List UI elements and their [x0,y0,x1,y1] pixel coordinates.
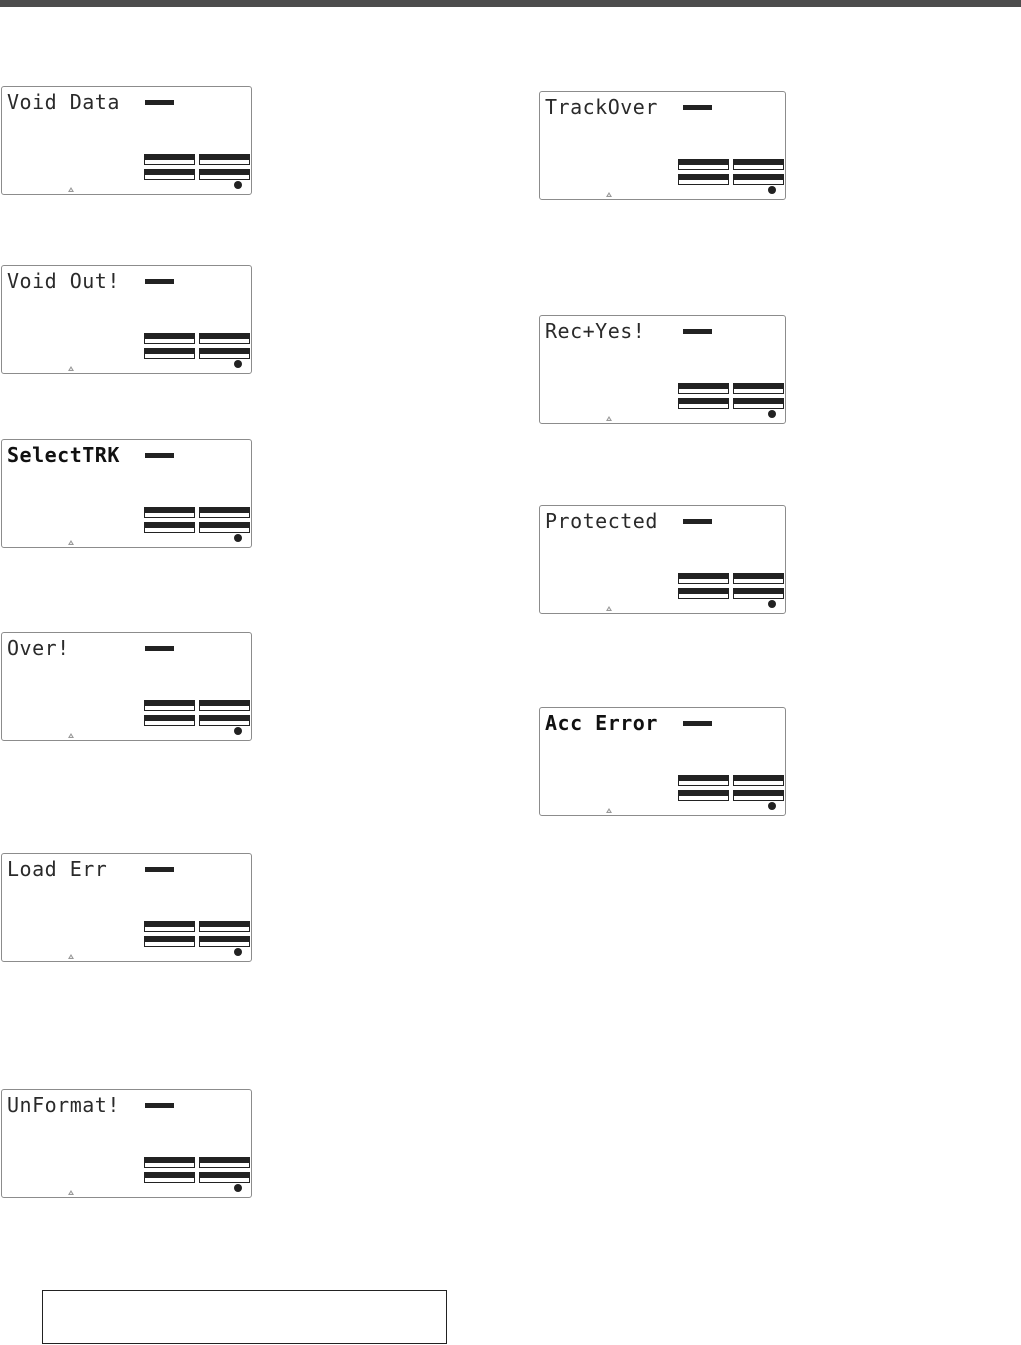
level-meters [144,1157,250,1184]
triangle-icon [68,187,74,192]
lcd-cursor-bar [683,329,712,334]
level-meter [199,921,250,932]
record-dot-icon [234,948,242,956]
level-meter [733,159,784,170]
level-meter [199,700,250,711]
triangle-icon [68,1190,74,1195]
level-meter [678,398,729,409]
lcd-void-out [1,265,252,374]
triangle-icon [606,192,612,197]
level-meter [733,383,784,394]
level-meter [733,174,784,185]
triangle-icon [68,954,74,959]
record-dot-icon [768,600,776,608]
level-meter [199,169,250,180]
level-meters [678,573,784,600]
triangle-icon [68,540,74,545]
record-dot-icon [234,181,242,189]
level-meters [144,921,250,948]
level-meter [199,348,250,359]
lcd-select-trk [1,439,252,548]
level-meter [678,775,729,786]
level-meters [144,333,250,360]
lcd-cursor-bar [145,646,174,651]
record-dot-icon [768,186,776,194]
lcd-load-err [1,853,252,962]
level-meter [199,1157,250,1168]
level-meter [678,174,729,185]
level-meter [199,1172,250,1183]
level-meter [144,1157,195,1168]
lcd-cursor-bar [683,105,712,110]
level-meter [144,700,195,711]
level-meter [144,1172,195,1183]
level-meter [678,573,729,584]
lcd-message: TrackOver [545,95,658,119]
lcd-protected [539,505,786,614]
level-meter [678,383,729,394]
level-meter [678,159,729,170]
triangle-icon [606,416,612,421]
lcd-over [1,632,252,741]
lcd-cursor-bar [145,867,174,872]
level-meters [144,154,250,181]
record-dot-icon [234,727,242,735]
lcd-cursor-bar [145,453,174,458]
lcd-message: Rec+Yes! [545,319,646,343]
level-meter [733,790,784,801]
level-meter [144,522,195,533]
level-meter [144,154,195,165]
triangle-icon [68,733,74,738]
triangle-icon [606,606,612,611]
record-dot-icon [768,410,776,418]
record-dot-icon [768,802,776,810]
lcd-cursor-bar [683,721,712,726]
level-meter [733,588,784,599]
lcd-message: Acc Error [545,711,658,735]
lcd-acc-error [539,707,786,816]
level-meter [199,936,250,947]
lcd-message: Protected [545,509,658,533]
level-meter [144,921,195,932]
level-meter [144,715,195,726]
level-meters [144,507,250,534]
level-meter [144,333,195,344]
lcd-cursor-bar [683,519,712,524]
level-meters [678,159,784,186]
level-meter [199,715,250,726]
level-meter [678,588,729,599]
lcd-void-data [1,86,252,195]
lcd-message: UnFormat! [7,1093,120,1117]
level-meter [144,348,195,359]
top-rule [0,0,1021,7]
level-meter [144,936,195,947]
lcd-message: SelectTRK [7,443,120,467]
lcd-message: Over! [7,636,70,660]
record-dot-icon [234,534,242,542]
level-meter [144,507,195,518]
lcd-message: Void Out! [7,269,120,293]
level-meter [199,507,250,518]
lcd-rec-yes [539,315,786,424]
level-meter [733,398,784,409]
lcd-cursor-bar [145,279,174,284]
triangle-icon [606,808,612,813]
level-meters [678,775,784,802]
level-meter [733,573,784,584]
lcd-track-over [539,91,786,200]
level-meters [144,700,250,727]
lcd-cursor-bar [145,100,174,105]
level-meter [199,154,250,165]
lcd-message: Load Err [7,857,108,881]
record-dot-icon [234,360,242,368]
lcd-message: Void Data [7,90,120,114]
level-meter [199,522,250,533]
record-dot-icon [234,1184,242,1192]
level-meter [678,790,729,801]
lcd-unformat [1,1089,252,1198]
note-box [42,1290,447,1344]
level-meter [733,775,784,786]
triangle-icon [68,366,74,371]
lcd-cursor-bar [145,1103,174,1108]
level-meters [678,383,784,410]
level-meter [144,169,195,180]
level-meter [199,333,250,344]
